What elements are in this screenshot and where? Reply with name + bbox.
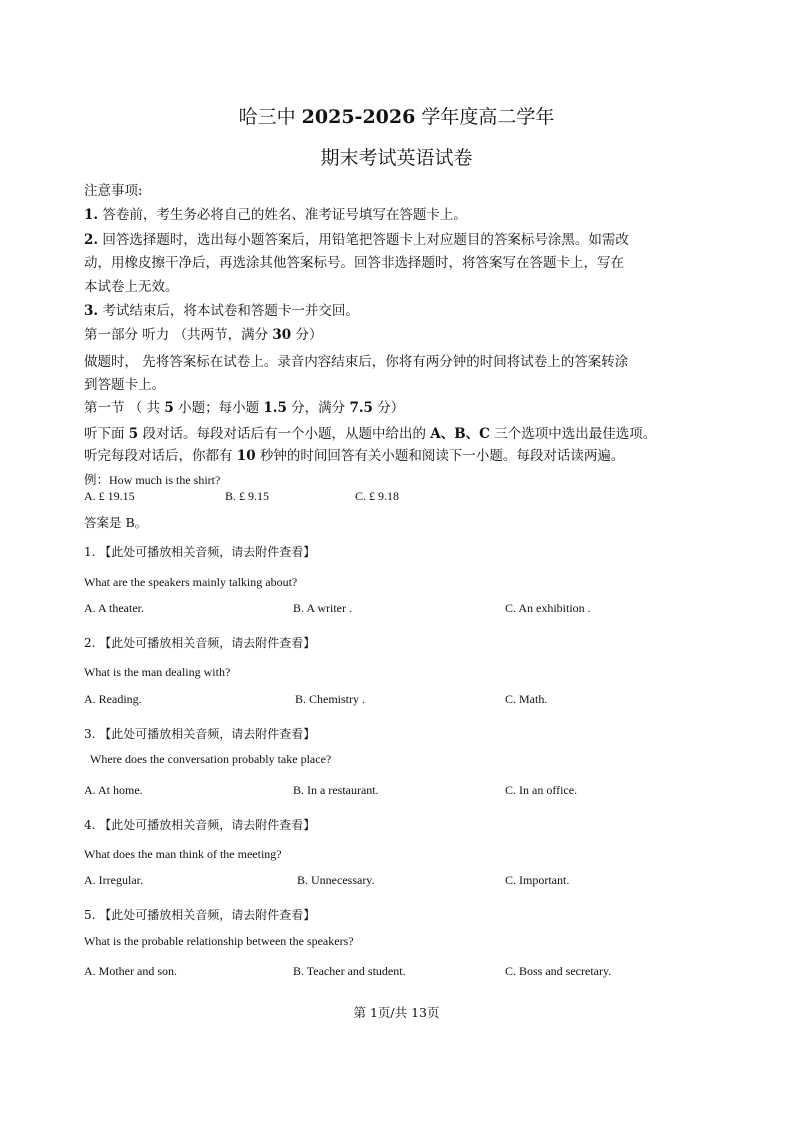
note-2-line1 <box>84 228 629 248</box>
example-question <box>84 469 220 488</box>
part1-heading-post: 分） <box>291 327 323 343</box>
question-4-audio-note: 4. 【此处可播放相关音频，请去附件查看】 <box>84 818 316 832</box>
question-3-option-c: C. In an office. <box>505 783 578 797</box>
example-question-text: How much is the shirt? <box>109 473 221 487</box>
part1-heading-pre: 第一部分 听力 （共两节，满分 <box>84 327 273 343</box>
question-4-text: What does the man think of the meeting? <box>84 847 282 861</box>
s1-i-mid: 段对话。每段对话后有一个小题，从题中给出的 <box>138 426 431 442</box>
question-2-text: What is the man dealing with? <box>84 665 231 679</box>
question-5-option-c: C. Boss and secretary. <box>505 964 612 978</box>
question-4-option-c: C. Important. <box>505 873 570 887</box>
s1-h-mid1: 小题；每小题 <box>173 400 264 416</box>
exam-title-line1 <box>0 102 793 129</box>
s1-h-mid2: 分，满分 <box>286 400 350 416</box>
s1-i-count: 5 <box>128 426 139 442</box>
note-1-text: 答卷前，考生务必将自己的姓名、准考证号填写在答题卡上。 <box>98 207 467 223</box>
question-1-text: What are the speakers mainly talking about? <box>84 575 298 589</box>
notes-heading: 注意事项: <box>84 183 143 199</box>
title-grade: 学年度高二学年 <box>415 106 555 128</box>
note-2-number: 2. <box>84 232 99 248</box>
s1-h-count: 5 <box>164 400 174 416</box>
s1-h-each: 1.5 <box>263 400 287 416</box>
part1-heading <box>84 323 322 343</box>
section1-instruction-line2 <box>84 444 624 464</box>
question-4-option-b: B. Unnecessary. <box>297 873 375 887</box>
question-3-audio-note: 3. 【此处可播放相关音频，请去附件查看】 <box>84 727 316 741</box>
note-2-line3: 本试卷上无效。 <box>84 279 179 295</box>
s1-i-pre: 听下面 <box>84 426 129 442</box>
question-3-option-b: B. In a restaurant. <box>293 783 379 797</box>
question-2-audio-note: 2. 【此处可播放相关音频，请去附件查看】 <box>84 636 316 650</box>
question-5-audio-note: 5. 【此处可播放相关音频，请去附件查看】 <box>84 908 316 922</box>
note-2-text-a: 回答选择题时，选出每小题答案后，用铅笔把答题卡上对应题目的答案标号涂黑。如需改 <box>98 232 629 248</box>
question-2-option-b: B. Chemistry . <box>295 692 366 706</box>
section1-instruction-line1 <box>84 422 656 442</box>
example-option-a: A. £ 19.15 <box>84 489 135 503</box>
title-year: 2025-2026 <box>301 106 416 128</box>
note-2-line2: 动，用橡皮擦干净后，再选涂其他答案标号。回答非选择题时，将答案写在答题卡上，写在 <box>84 255 624 271</box>
question-5-text: What is the probable relationship between the speakers? <box>84 934 354 948</box>
s1-h-post: 分） <box>372 400 405 416</box>
note-1-number: 1. <box>84 207 99 223</box>
example-answer: 答案是 B。 <box>84 515 148 530</box>
s1-i-post: 三个选项中选出最佳选项。 <box>489 426 657 442</box>
example-option-b: B. £ 9.15 <box>225 489 270 503</box>
part1-instruction-line1: 做题时， 先将答案标在试卷上。录音内容结束后，你将有两分钟的时间将试卷上的答案转涂 <box>84 354 629 370</box>
s1-i-options: A、B、C <box>430 426 490 442</box>
part1-score: 30 <box>272 327 292 343</box>
s1-i2-post: 秒钟的时间回答有关小题和阅读下一小题。每段对话读两遍。 <box>255 448 625 464</box>
question-2-option-a: A. Reading. <box>84 692 142 706</box>
example-label: 例： <box>84 472 110 487</box>
question-4-option-a: A. Irregular. <box>84 873 143 887</box>
s1-i2-seconds: 10 <box>236 448 256 464</box>
example-option-c: C. £ 9.18 <box>355 489 400 503</box>
question-5-option-b: B. Teacher and student. <box>293 964 406 978</box>
question-2-option-c: C. Math. <box>505 692 548 706</box>
question-1-audio-note: 1. 【此处可播放相关音频，请去附件查看】 <box>84 545 316 559</box>
note-3-text: 考试结束后，将本试卷和答题卡一并交回。 <box>98 303 359 319</box>
question-5-option-a: A. Mother and son. <box>84 964 177 978</box>
exam-title-line2: 期末考试英语试卷 <box>320 147 473 169</box>
note-3-number: 3. <box>84 303 99 319</box>
section1-heading <box>84 396 404 416</box>
page-footer: 第 1页/共 13页 <box>353 1005 440 1020</box>
question-3-option-a: A. At home. <box>84 783 143 797</box>
part1-instruction-line2: 到答题卡上。 <box>84 377 165 393</box>
s1-i2-pre: 听完每段对话后，你都有 <box>84 448 237 464</box>
question-1-option-a: A. A theater. <box>84 601 144 615</box>
note-3 <box>84 299 359 319</box>
s1-h-total: 7.5 <box>349 400 373 416</box>
title-school: 哈三中 <box>238 106 302 128</box>
question-1-option-b: B. A writer . <box>293 601 352 615</box>
question-1-option-c: C. An exhibition . <box>505 601 591 615</box>
question-3-text: Where does the conversation probably take place? <box>90 752 332 766</box>
s1-h-pre: 第一节 （ 共 <box>84 400 165 416</box>
note-1 <box>84 203 467 223</box>
